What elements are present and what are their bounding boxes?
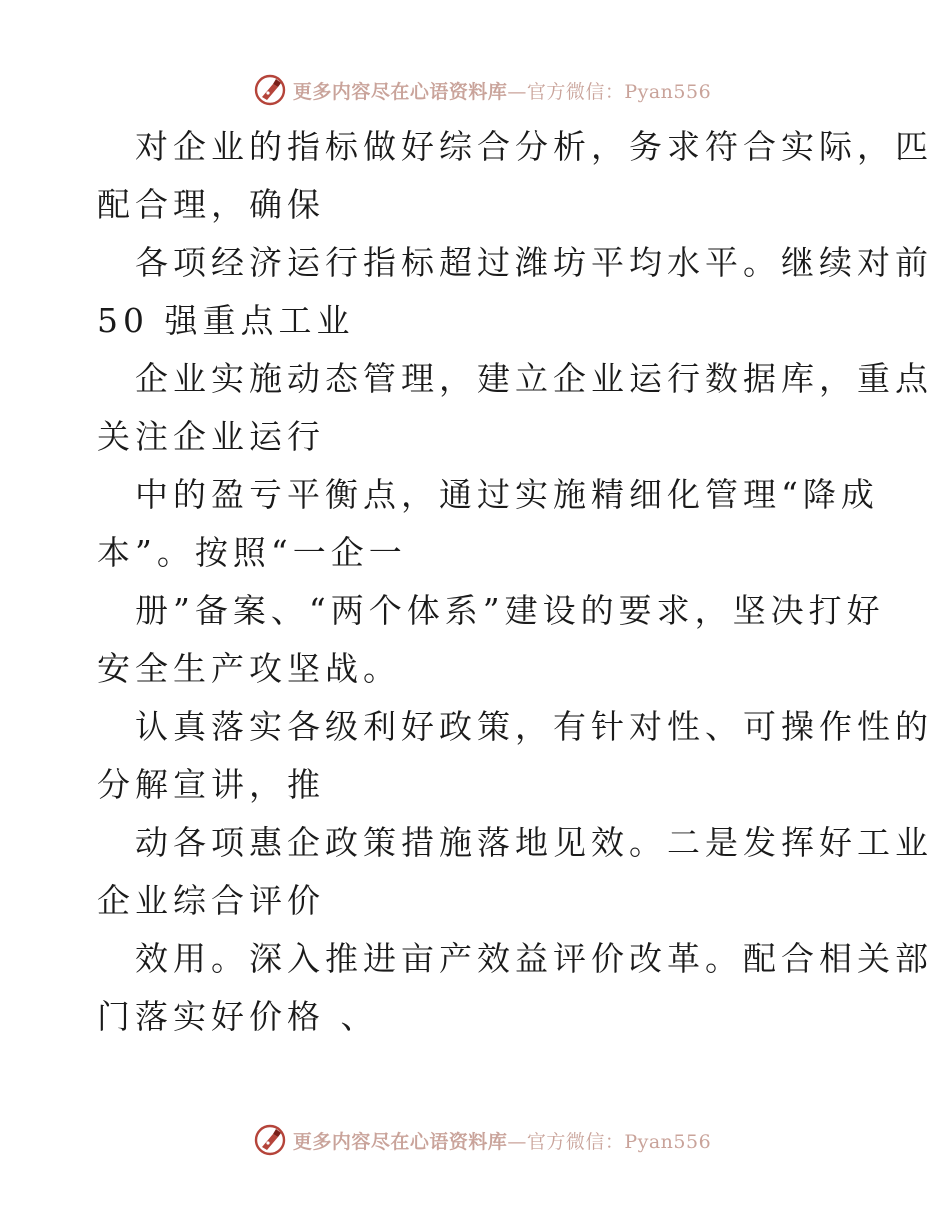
footer-banner-inner <box>253 1123 711 1157</box>
header-banner <box>0 70 950 110</box>
paragraph-line: 本”。按照“一企一 <box>97 533 407 572</box>
footer-banner-main: 更多内容尽在心语资料库 <box>292 1130 508 1153</box>
footer-banner-wechat: 官方微信：Pyan556 <box>526 1130 712 1153</box>
paragraph-line: 中的盈亏平衡点，通过实施精细化管理“降成 <box>135 475 879 514</box>
paragraph-line: 50 强重点工业 <box>97 301 355 340</box>
paragraph-5 <box>97 582 885 698</box>
paragraph-line: 安全生产攻坚战。 <box>97 649 401 688</box>
paragraph-7 <box>97 814 933 930</box>
paragraph-line: 认真落实各级利好政策，有针对性、可操作性的 <box>135 707 933 746</box>
paragraph-line: 关注企业运行 <box>97 417 325 456</box>
paragraph-3 <box>97 350 933 466</box>
paragraph-line: 对企业的指标做好综合分析，务求符合实际，匹 <box>135 127 933 166</box>
header-banner-text <box>293 77 711 104</box>
footer-banner-dash: — <box>507 1130 527 1153</box>
paragraph-line: 动各项惠企政策措施落地见效。二是发挥好工业 <box>135 823 933 862</box>
header-banner-main: 更多内容尽在心语资料库 <box>292 80 508 103</box>
paragraph-line: 效用。深入推进亩产效益评价改革。配合相关部 <box>135 939 933 978</box>
paragraph-2 <box>97 234 933 350</box>
pen-nib-circle-icon <box>253 1123 287 1157</box>
document-body <box>97 118 933 1046</box>
paragraph-1 <box>97 118 933 234</box>
paragraph-line: 分解宣讲，推 <box>97 765 325 804</box>
header-banner-wechat: 官方微信：Pyan556 <box>526 80 712 103</box>
paragraph-line: 企业实施动态管理，建立企业运行数据库，重点 <box>135 359 933 398</box>
paragraph-line: 册”备案、“两个体系”建设的要求，坚决打好 <box>135 591 885 630</box>
paragraph-line: 各项经济运行指标超过潍坊平均水平。继续对前 <box>135 243 933 282</box>
header-banner-dash: — <box>507 80 527 103</box>
paragraph-line: 门落实好价格 、 <box>97 997 379 1036</box>
pen-nib-circle-icon <box>253 73 287 107</box>
paragraph-line: 配合理，确保 <box>97 185 325 224</box>
paragraph-line: 企业综合评价 <box>97 881 325 920</box>
paragraph-4 <box>97 466 879 582</box>
paragraph-6 <box>97 698 933 814</box>
header-banner-inner <box>253 73 711 107</box>
footer-banner <box>0 1120 950 1160</box>
paragraph-8 <box>97 930 933 1046</box>
footer-banner-text <box>293 1127 711 1154</box>
